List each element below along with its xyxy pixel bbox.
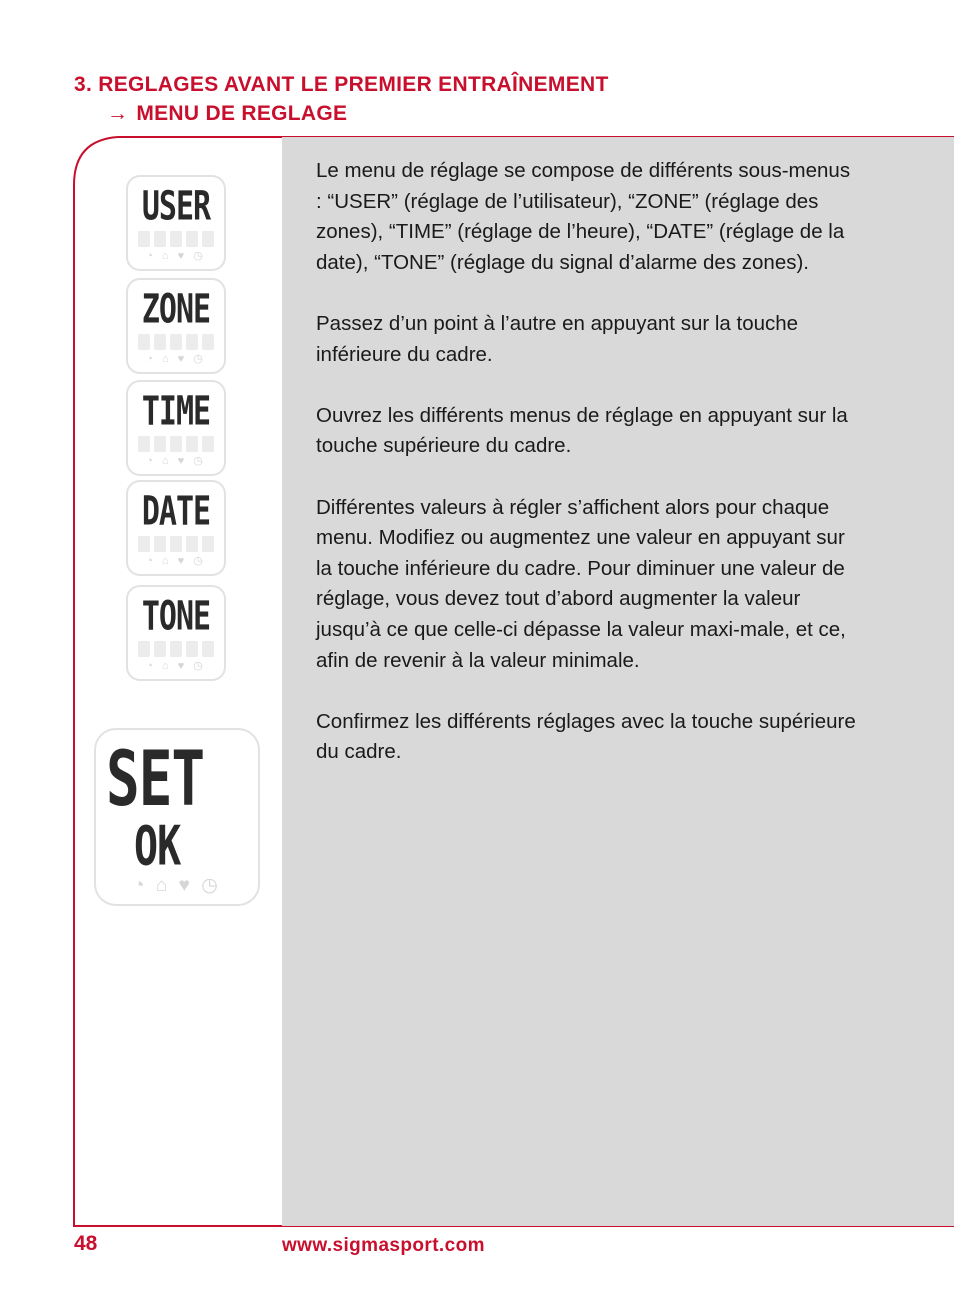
display-icons: ◔ ⌂ ♥ ◷ [146,455,206,467]
device-display-zone [126,278,226,374]
device-display-date [126,480,226,576]
arrow-icon: → [107,102,129,125]
display-line-set: SET [106,736,205,824]
display-label: USER [141,183,211,231]
section-subtitle: MENU DE REGLAGE [136,102,348,125]
display-label: DATE [141,488,211,536]
display-segments [138,436,214,452]
display-label: ZONE [141,286,211,334]
device-display-set-ok [94,728,260,906]
device-display-user [126,175,226,271]
display-icons: ◔ ⌂ ♥ ◷ [146,660,206,672]
page-number: 48 [74,1232,98,1255]
device-display-tone [126,585,226,681]
display-line-ok: OK [134,816,181,879]
display-segments [138,641,214,657]
display-segments [138,231,214,247]
display-icons: ◔ ⌂ ♥ ◷ [146,250,206,262]
display-label: TONE [141,593,211,641]
paragraph-navigate: Passez d’un point à l’autre en appuyant sur la touche inférieure du cadre. [316,311,799,366]
display-segments [138,536,214,552]
footer-url[interactable]: www.sigmasport.com [282,1235,485,1256]
body-text [316,156,856,798]
display-segments [138,334,214,350]
device-display-time [126,380,226,476]
paragraph-open: Ouvrez les différents menus de réglage en appuyant sur la touche supérieure du cadre. [316,403,848,458]
display-icons: ◔ ⌂ ♥ ◷ [146,555,206,567]
paragraph-values: Différentes valeurs à régler s’affichent alors pour chaque menu. Modifiez ou augmentez une valeur en appuyant sur la touche inférieure du cadre. Pour diminuer une valeur de réglage, vous devez tout d’abord augmenter la valeur jusqu’à ce que celle-ci dépasse la valeur maxi-male, et ce, afin de revenir à la valeur minimale. [316,495,846,672]
paragraph-confirm: Confirmez les différents réglages avec la touche supérieure du cadre. [316,709,856,764]
display-icons: ◔ ⌂ ♥ ◷ [146,353,206,365]
display-label: TIME [141,388,211,436]
section-title: 3. REGLAGES AVANT LE PREMIER ENTRAÎNEMENT [74,73,609,96]
display-icons: ◔ ⌂ ♥ ◷ [133,875,221,896]
paragraph-intro: Le menu de réglage se compose de différents sous-menus : “USER” (réglage de l’utilisateur), “ZONE” (réglage des zones), “TIME” (réglage de l’heure), “DATE” (réglage de la date), “TONE” (réglage du signal d’alarme des zones). [316,159,851,274]
